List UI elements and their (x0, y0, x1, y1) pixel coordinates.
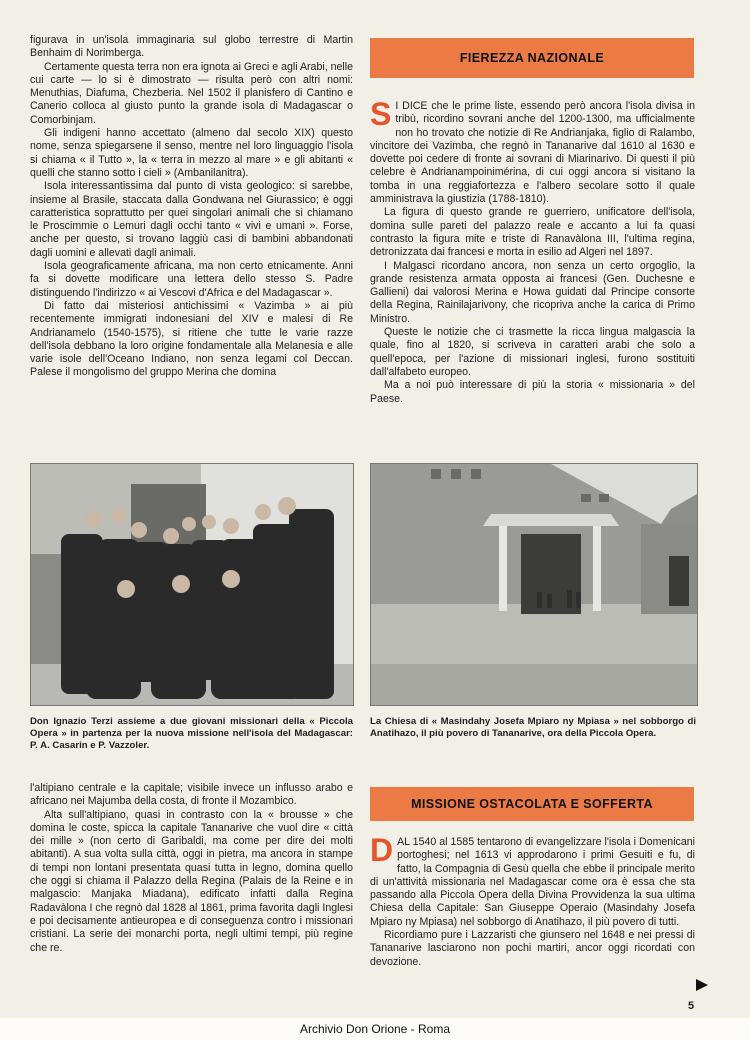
group-photo-image (31, 464, 353, 705)
drop-cap: S (370, 96, 392, 132)
paragraph: Isola geograficamente africana, ma non certo etnicamente. Anni fa si dovette modificare una lettera dello stesso S. Padre distinguendo l'indirizzo « ai Vescovi d'Africa e del Madagascar ». (30, 260, 353, 299)
paragraph: La figura di questo grande re guerriero, unificatore dell'isola, domina sulle pareti del palazzo reale e accanto a lui fa quasi contrasto la figura mite e triste di Ranavàlona III, l'ultima regina, detronizzata dai francesi e morta in esilio ad Algeri nel 1897. (370, 206, 695, 259)
right-column-top (370, 96, 695, 406)
paragraph: DAL 1540 al 1585 tentarono di evangelizzare l'isola i Domenicani portoghesi; nel 1613 vi approdarono i primi Gesuiti e fu, di fatto, la Compagnia di Gesù quella che ebbe il principale merito di un'attività missionaria nel Madagascar come ora è essa che sta passando alla Piccola Opera della Divina Provvidenza la sua ultima Chiesa della Capitale: San Giuseppe Operaio (Masindahy Josefa Mpiaro ny Mpiasa) nel sobborgo di Anatihazo, il più povero di tutti. (370, 832, 695, 928)
church-photo (370, 463, 698, 706)
left-column-top (30, 34, 353, 380)
paragraph: S I DICE che le prime liste, essendo però ancora l'isola divisa in tribù, ricordino sovrani anche del 1200-1300, ma ufficialmente non ho trovato che notizie di Re Andrianjaka, figlio di Ralambo, vincitore dei Vazimba, che regnò in Tananarive dal 1610 al 1630 e dovette poi cedere di fronte ai sovrani di Miarinarivo. Di questi il più celebre è Andrianampoinimérina, di cui oggi ancora si visitano la tomba in una reggiafortezza e l'albero secolare sotto il quale amministrava la giustizia (1788-1810). (370, 96, 695, 206)
church-photo-image (371, 464, 697, 705)
paragraph: l'altipiano centrale e la capitale; visibile invece un influsso arabo e africano nei Majumba della costa, di fronte il Mozambico. (30, 782, 353, 808)
paragraph: Isola interessantissima dal punto di vista geologico: si sarebbe, insieme al Brasile, staccata dalla Gondwana nel Giurassico; è oggi caratteristica soprattutto per quei singolari animali che si chiamano le Proscimmie o Lemuri dagli occhi tanto « vivi e umani ». Forse, anche per questo, si trovano laggiù casi di bambini abbandonati dagli uomini e allevati dagli animali. (30, 180, 353, 259)
paragraph: Ma a noi può interessare di più la storia « missionaria » del Paese. (370, 379, 695, 405)
paragraph: Alta sull'altipiano, quasi in contrasto con la « brousse » che domina le coste, spicca la capitale Tananarive che vuol dire « città dei mille » (non certo di Garibaldi, ma come per dire dei molti abitanti). A sua volta sulla città, oggi in pietra, ma ancora in stampe di tempi non lontani presentata quasi tutta in legno, domina quello che oggi si chiama il Palazzo della Regina (Palais de la Reine e in malgascio: Manjaka Miadana), edificato infatti dalla Regina Radavàlona I che regnò dal 1828 al 1861, prima favorita dagli Inglesi e poi decisamente antieuropea e di conseguenza contro i missionari cristiani. La serie dei monarchi porta, negli ultimi tempi, più regine che re. (30, 808, 353, 954)
page-number: 5 (688, 1000, 695, 1012)
drop-cap: D (370, 832, 394, 868)
paragraph: Gli indigeni hanno accettato (almeno dal secolo XIX) questo nome, senza spiegarsene il senso, mentre nel loro linguaggio l'isola si chiama « il Tutto », la « terra in mezzo al mare » e gli abitanti « quelli che stanno sotto i cieli » (Ambanilanitra). (30, 127, 353, 179)
right-column-bottom (370, 832, 695, 969)
left-column-bottom (30, 782, 353, 955)
paragraph: Queste le notizie che ci trasmette la ricca lingua malgascia la quale, fino al 1820, si scriveva in caratteri arabi che solo a quell'epoca, per l'azione di missionari inglesi, furono sostituiti dall'alfabeto europeo. (370, 326, 695, 378)
group-photo-caption: Don Ignazio Terzi assieme a due giovani missionari della « Piccola Opera » in partenza per la nuova missione nell'isola del Madagascar: P. A. Casarin e P. Vazzoler. (30, 716, 353, 751)
continue-arrow-icon (696, 979, 708, 991)
section-heading-fierezza: FIEREZZA NAZIONALE (370, 38, 694, 78)
paragraph: figurava in un'isola immaginaria sul globo terrestre di Martin Benhaim di Norimberga. (30, 34, 353, 60)
paragraph: Ricordiamo pure i Lazzaristi che giunsero nel 1648 e nei pressi di Tananarive lasciarono non pochi martiri, ancor oggi ricordati con devozione. (370, 929, 695, 968)
paragraph: I Malgasci ricordano ancora, non senza un certo orgoglio, la grande resistenza armata opposta ai francesi (Gen. Duchesne e Gallieni) dai valorosi Merina e Howa guidati dal Principe consorte della Regina, Rainilajarivony, che ricopriva anche la carica di Primo Ministro. (370, 259, 695, 325)
church-photo-caption: La Chiesa di « Masindahy Josefa Mpiaro ny Mpiasa » nel sobborgo di Anatihazo, il più povero di Tananarive, ora della Piccola Opera. (370, 716, 696, 739)
paragraph: Di fatto dai misteriosi antichissimi « Vazimba » ai più recentemente immigrati indonesiani del XIV e malesi di Re Andrianamelo (1540-1575), si ritiene che tutte le varie razze dell'isola debbano la loro origine fondamentale alla Melanesia e alle varie isole dell'Oceano Indiano, non senza legami col Deccan. Palese il mongolismo del gruppo Merina che domina (30, 299, 353, 379)
paragraph: Certamente questa terra non era ignota ai Greci e agli Arabi, nelle cui carte — lo si è dimostrato — risulta però con altri nomi: Menuthias, Diafuma, Chezberia. Nel 1502 il planisfero di Cantino e Canerio colloca al giusto punto la grande isola di Madagascar o Comorbinjam. (30, 60, 353, 126)
section-heading-missione: MISSIONE OSTACOLATA E SOFFERTA (370, 787, 694, 821)
archive-footer: Archivio Don Orione - Roma (0, 1018, 750, 1040)
group-photo (30, 463, 354, 706)
